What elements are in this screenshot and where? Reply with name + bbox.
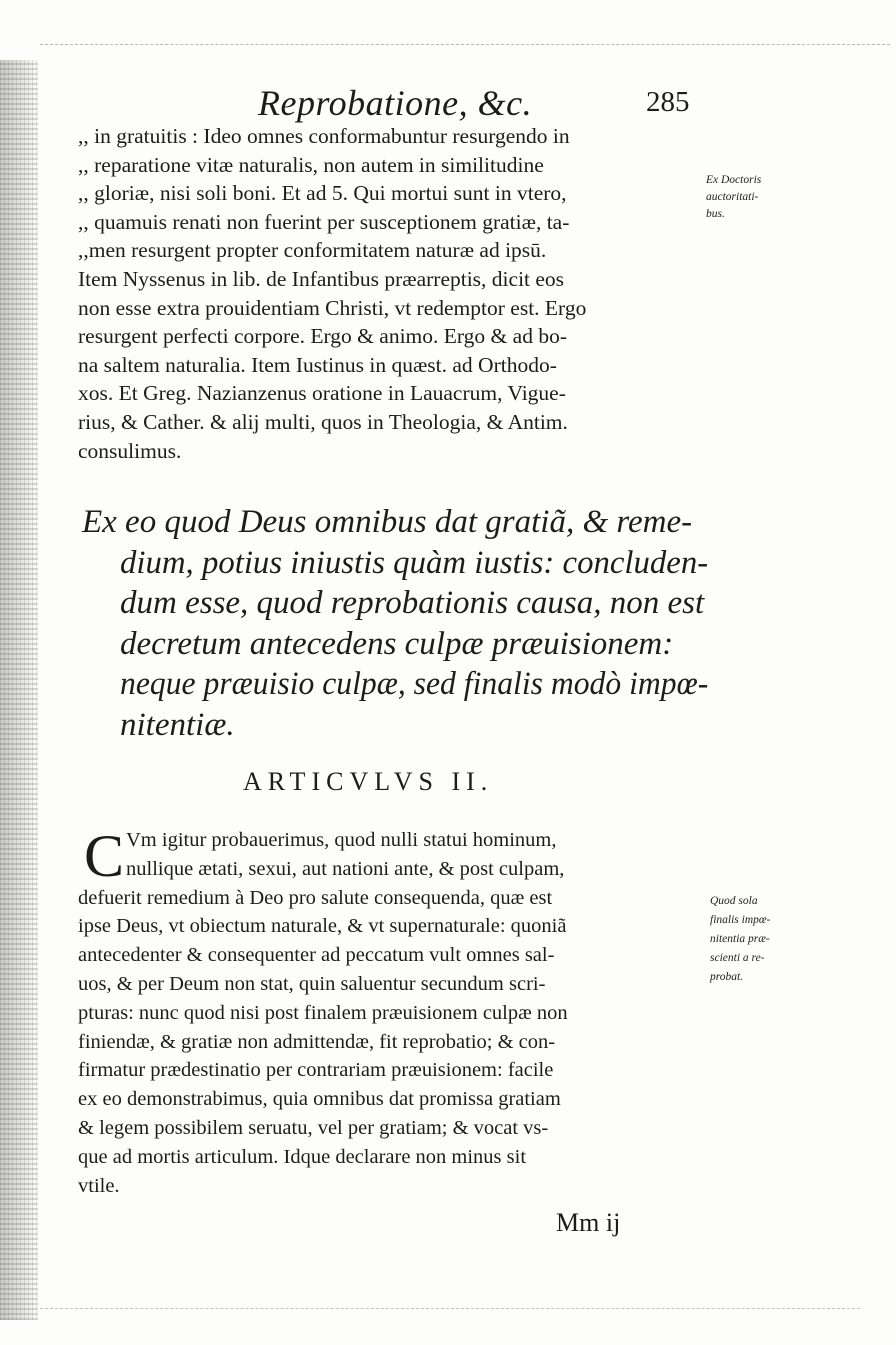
top-rule [40, 44, 890, 45]
text-line: pturas: nunc quod nisi post finalem præuisionem culpæ non [78, 1001, 568, 1024]
page-number: 285 [646, 86, 690, 118]
text-line: ,,men resurgent propter conformitatem naturæ ad ipsū. [78, 238, 547, 263]
margin-note-line: nitentia præ- [710, 933, 770, 945]
thesis-line: nitentiæ. [120, 706, 235, 743]
margin-note-line: Quod sola [710, 895, 758, 907]
thesis-line: neque præuisio culpæ, sed finalis modò impœ- [120, 666, 709, 702]
thesis-line: dium, potius iniustis quàm iustis: concluden- [120, 544, 709, 581]
margin-note-line: auctoritati- [706, 191, 759, 203]
margin-note-line: bus. [706, 208, 725, 220]
text-line: uos, & per Deum non stat, quin saluentur secundum scri- [78, 973, 546, 995]
margin-note-line: probat. [710, 971, 744, 983]
text-line: non esse extra prouidentiam Christi, vt redemptor est. Ergo [78, 295, 587, 320]
signature-mark: Mm ij [556, 1208, 621, 1237]
text-line: na saltem naturalia. Item Iustinus in quæst. ad Orthodo- [78, 352, 557, 377]
text-line: ex eo demonstrabimus, quia omnibus dat promissa gratiam [78, 1088, 561, 1111]
text-line: rius, & Cather. & alij multi, quos in Theologia, & Antim. [78, 410, 568, 434]
text-line: resurgent perfecti corpore. Ergo & animo. Ergo & ad bo- [78, 324, 567, 349]
text-line: xos. Et Greg. Nazianzenus oratione in Lauacrum, Vigue- [78, 381, 566, 406]
text-line: consulimus. [78, 438, 182, 463]
thesis-line: decretum antecedens culpæ præuisionem: [120, 625, 674, 662]
bottom-rule [40, 1308, 860, 1309]
text-line: finiendæ, & gratiæ non admittendæ, fit reprobatio; & con- [78, 1030, 556, 1053]
text-line: ,, reparatione vitæ naturalis, non autem in similitudine [78, 152, 544, 177]
margin-note-line: scienti a re- [710, 952, 765, 964]
text-line: que ad mortis articulum. Idque declarare non minus sit [78, 1145, 527, 1168]
text-line: defuerit remedium à Deo pro salute consequenda, quæ est [78, 886, 553, 909]
text-line: antecedenter & consequenter ad peccatum vult omnes sal- [78, 944, 555, 967]
text-line: ipse Deus, vt obiectum naturale, & vt supernaturale: quoniã [78, 915, 567, 938]
margin-note-line: Ex Doctoris [706, 174, 762, 186]
text-line: ,, gloriæ, nisi soli boni. Et ad 5. Qui mortui sunt in vtero, [78, 181, 567, 206]
text-line: Item Nyssenus in lib. de Infantibus præarreptis, dicit eos [78, 267, 565, 291]
text-line: ,, in gratuitis : Ideo omnes conformabuntur resurgendo in [78, 124, 570, 148]
thesis-line: Ex eo quod Deus omnibus dat gratiã, & reme- [82, 504, 693, 540]
text-line: nullique ætati, sexui, aut nationi ante, & post culpam, [126, 857, 565, 880]
text-line: & legem possibilem seruatu, vel per gratiam; & vocat vs- [78, 1117, 549, 1139]
binding-gutter [0, 60, 38, 1320]
margin-note-line: finalis impœ- [710, 914, 771, 926]
text-line: ,, quamuis renati non fuerint per susceptionem gratiæ, ta- [78, 209, 570, 234]
thesis-line: dum esse, quod reprobationis causa, non est [120, 585, 705, 621]
text-line: firmatur prædestinatio per contrariam præuisionem: facile [78, 1059, 554, 1082]
drop-capital: C [84, 823, 125, 889]
running-title: Reprobatione, &c. [258, 83, 533, 123]
text-line: Vm igitur probauerimus, quod nulli statui hominum, [126, 829, 557, 851]
text-line: vtile. [78, 1174, 120, 1197]
article-heading: ARTICVLVS II. [243, 767, 494, 796]
